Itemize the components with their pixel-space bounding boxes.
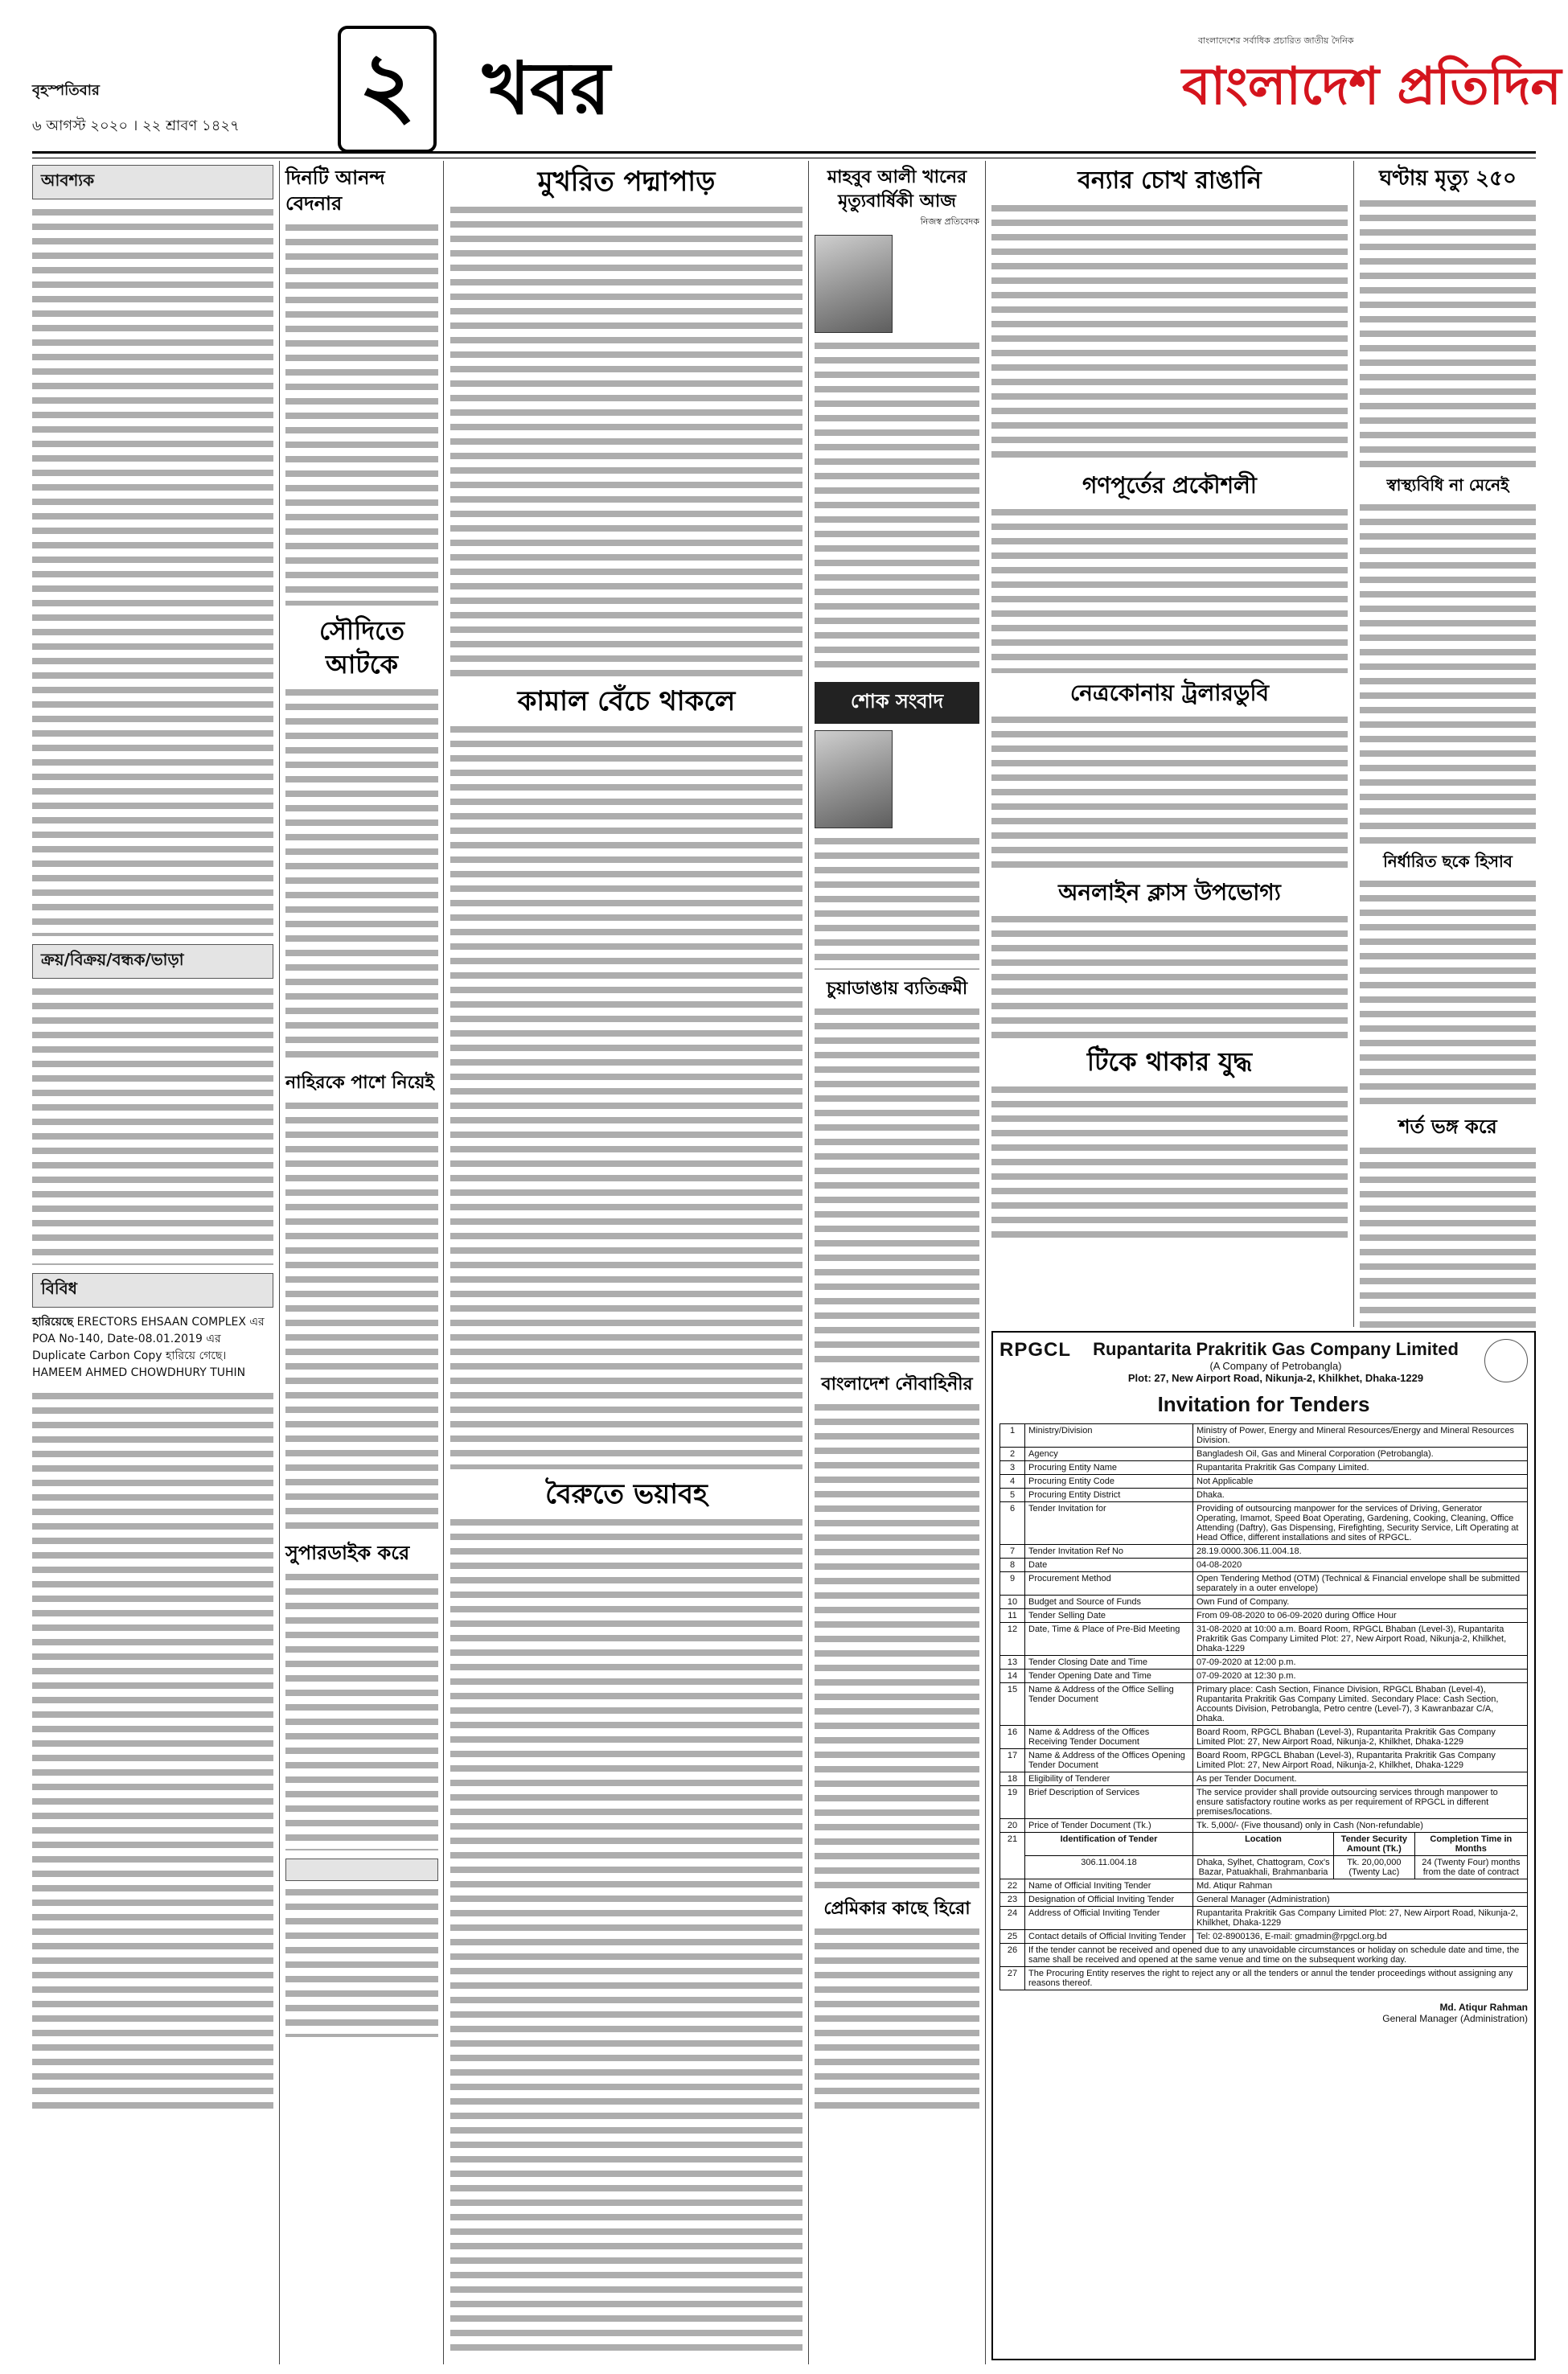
column-3 (450, 165, 802, 2364)
tender-row (1000, 1772, 1528, 1786)
article-noubahini-body (815, 1399, 979, 1890)
article-noubahini-headline: বাংলাদেশ নৌবাহিনীর (821, 1374, 973, 1394)
article-sasthobidhi-body (1360, 499, 1536, 845)
article-nirdharito-headline: নির্ধারিত ছকে হিসাব (1383, 852, 1513, 871)
tender-row (1000, 1545, 1528, 1559)
article-bonna-body (991, 200, 1348, 466)
article-chuadanga-body (815, 1004, 979, 1366)
tender-row-label: Designation of Official Inviting Tender (1025, 1893, 1193, 1907)
tender-row-label: Date (1025, 1559, 1193, 1572)
tender-row (1000, 1502, 1528, 1545)
article-netrokona-body (991, 712, 1348, 873)
tender-signer-title: General Manager (Administration) (1382, 2013, 1528, 2024)
tender-col-security: Tender Security Amount (Tk.) (1333, 1833, 1414, 1856)
tender-row-label: Name & Address of the Offices Opening Tender Document (1025, 1749, 1193, 1772)
article-saudia-body (285, 684, 438, 1062)
header-rule (32, 151, 1536, 154)
tender-row-number: 1 (1000, 1424, 1025, 1448)
tender-row-label: Procurement Method (1025, 1572, 1193, 1596)
tender-row-number: 18 (1000, 1772, 1025, 1786)
emblem-icon (1484, 1339, 1528, 1382)
tender-row-value: Board Room, RPGCL Bhaban (Level-3), Rupantarita Prakritik Gas Company Limited Plot: 27, New Airport Road, Nikunja-2, Khilkhet, Dhaka-1229 (1193, 1749, 1528, 1772)
classified-listings-sale (32, 984, 273, 1265)
tender-row (1000, 1893, 1528, 1907)
article-boirute-body (450, 1514, 802, 2351)
tender-row-number: 16 (1000, 1726, 1025, 1749)
tender-row (1000, 1623, 1528, 1656)
article-shok-headline: শোক সংবাদ (850, 689, 944, 713)
tender-row-label: Procuring Entity Code (1025, 1475, 1193, 1489)
article-ghontay-headline: ঘণ্টায় মৃত্যু ২৫০ (1379, 166, 1517, 191)
tender-row-label: Tender Opening Date and Time (1025, 1670, 1193, 1683)
classified-header-sale: ক্রয়/বিক্রয়/বন্ধক/ভাড়া (32, 944, 273, 979)
article-ghontay-body (1360, 195, 1536, 469)
tender-row-number: 21 (1000, 1833, 1025, 1879)
tender-row (1000, 1572, 1528, 1596)
tender-row-label: Eligibility of Tenderer (1025, 1772, 1193, 1786)
article-shok-body (815, 833, 979, 970)
article-bonna-headline: বন্যার চোখ রাঙানি (1077, 166, 1262, 195)
tender-row (1000, 1907, 1528, 1930)
tender-row (1000, 1596, 1528, 1609)
classified-listings-misc (32, 1388, 273, 2112)
tender-row (1000, 1609, 1528, 1623)
tender-row-value: 28.19.0000.306.11.004.18. (1193, 1545, 1528, 1559)
tender-security-value: Tk. 20,00,000 (Twenty Lac) (1333, 1856, 1414, 1879)
tender-row-number: 3 (1000, 1461, 1025, 1475)
masthead-date: ৬ আগস্ট ২০২০ । ২২ শ্রাবণ ১৪২৭ (32, 117, 240, 134)
tender-row-value: 04-08-2020 (1193, 1559, 1528, 1572)
tender-row-value: Bangladesh Oil, Gas and Mineral Corporation (Petrobangla). (1193, 1448, 1528, 1461)
misc-box-body (285, 1884, 438, 2037)
article-gonopurte-headline: গণপূর্তের প্রকৌশলী (1082, 472, 1257, 499)
article-netrokona-headline: নেত্রকোনায় ট্রলারডুবি (1069, 680, 1270, 706)
portrait-photo-obituary (815, 730, 893, 828)
tender-row-value: Tk. 5,000/- (Five thousand) only in Cash (Non-refundable) (1193, 1819, 1528, 1833)
tender-row-number: 19 (1000, 1786, 1025, 1819)
tender-row-number: 9 (1000, 1572, 1025, 1596)
tender-row-number: 24 (1000, 1907, 1025, 1930)
masthead-day: বৃহস্পতিবার (32, 82, 100, 99)
tender-row-number: 15 (1000, 1683, 1025, 1726)
article-nahirke-headline: নাহিরকে পাশে নিয়েই (285, 1072, 434, 1093)
article-mukhorito-body (450, 202, 802, 676)
article-premika-body (815, 1924, 979, 2117)
tender-row (1000, 1475, 1528, 1489)
article-shorto-headline: শর্ত ভঙ্গ করে (1398, 1115, 1497, 1138)
article-super-headline: সুপারডাইক করে (285, 1541, 410, 1564)
tender-row-label: Brief Description of Services (1025, 1786, 1193, 1819)
article-mahbub-body (815, 338, 979, 676)
article-mahbub-byline: নিজস্ব প্রতিবেদক (920, 216, 979, 227)
tender-row-number: 20 (1000, 1819, 1025, 1833)
tender-row-label: Tender Invitation for (1025, 1502, 1193, 1545)
tender-row-value: From 09-08-2020 to 06-09-2020 during Office Hour (1193, 1609, 1528, 1623)
tender-row-label: Tender Selling Date (1025, 1609, 1193, 1623)
tender-row-number: 13 (1000, 1656, 1025, 1670)
tender-row (1000, 1424, 1528, 1448)
article-shorto-body (1360, 1143, 1536, 1336)
tender-row-value: Rupantarita Prakritik Gas Company Limited. (1193, 1461, 1528, 1475)
tender-row-number: 17 (1000, 1749, 1025, 1772)
article-dinti-body (285, 220, 438, 606)
tender-row-label: Price of Tender Document (Tk.) (1025, 1819, 1193, 1833)
article-online-headline: অনলাইন ক্লাস উপভোগ্য (1058, 879, 1281, 906)
rpgcl-logo: RPGCL (999, 1339, 1071, 1361)
tender-row-value: Rupantarita Prakritik Gas Company Limited Plot: 27, New Airport Road, Nikunja-2, Khilkhet, Dhaka-1229 (1193, 1907, 1528, 1930)
tender-row-value: 07-09-2020 at 12:30 p.m. (1193, 1670, 1528, 1683)
tender-table (999, 1423, 1528, 1990)
tender-row (1000, 1879, 1528, 1893)
tender-row-label: Ministry/Division (1025, 1424, 1193, 1448)
tender-row-number: 25 (1000, 1930, 1025, 1944)
tender-row-number: 8 (1000, 1559, 1025, 1572)
tender-row-value: Ministry of Power, Energy and Mineral Resources/Energy and Mineral Resources Division. (1193, 1424, 1528, 1448)
tender-row-number: 11 (1000, 1609, 1025, 1623)
article-dinti-headline: দিনটি আনন্দ বেদনার (285, 166, 385, 215)
tender-identification-value: 306.11.004.18 (1025, 1856, 1193, 1879)
section-title: খবর (482, 46, 610, 131)
classified-header-misc: বিবিধ (32, 1273, 273, 1308)
tender-row-value: Primary place: Cash Section, Finance Division, RPGCL Bhaban (Level-4), Rupantarita Prakritik Gas Company Limited. Secondary Place: Cash Section, Accounts Division, Petrobangla, Petro centre (Level-7), 3 Kawranbazar C/A, Dhaka. (1193, 1683, 1528, 1726)
tender-row-label: Agency (1025, 1448, 1193, 1461)
tender-row (1000, 1786, 1528, 1819)
tender-row-number: 7 (1000, 1545, 1025, 1559)
tender-row-value: Board Room, RPGCL Bhaban (Level-3), Rupantarita Prakritik Gas Company Limited Plot: 27, New Airport Road, Nikunja-2, Khilkhet, Dhaka-1229 (1193, 1726, 1528, 1749)
tender-row-number: 12 (1000, 1623, 1025, 1656)
tender-row-number: 14 (1000, 1670, 1025, 1683)
tender-row-label: Tender Closing Date and Time (1025, 1656, 1193, 1670)
tender-company-subtitle: (A Company of Petrobangla) (1209, 1360, 1342, 1372)
article-mukhorito-headline: মুখরিত পদ্মাপাড় (537, 166, 716, 198)
tender-row (1000, 1559, 1528, 1572)
tender-row-label: Name & Address of the Offices Receiving Tender Document (1025, 1726, 1193, 1749)
tender-row (1000, 1448, 1528, 1461)
tender-company-name: Rupantarita Prakritik Gas Company Limited (1093, 1339, 1459, 1359)
tender-row-label: Name & Address of the Office Selling Tender Document (1025, 1683, 1193, 1726)
tender-row (1000, 1726, 1528, 1749)
tender-row (1000, 1656, 1528, 1670)
column-6 (991, 165, 1348, 1323)
tender-row-label: Contact details of Official Inviting Tender (1025, 1930, 1193, 1944)
article-mahbub-headline: মাহবুব আলী খানের মৃত্যুবার্ষিকী আজ (827, 166, 967, 212)
tender-row-label: Procuring Entity Name (1025, 1461, 1193, 1475)
page-number: ২ (358, 32, 417, 136)
lost-text: ERECTORS EHSAAN COMPLEX এর POA No-140, Date-08.01.2019 এর Duplicate Carbon Copy হারিয়ে গেছে। HAMEEM AHMED CHOWDHURY TUHIN (32, 1316, 265, 1379)
tender-row (1000, 1749, 1528, 1772)
tender-row-label: Name of Official Inviting Tender (1025, 1879, 1193, 1893)
tender-location-value: Dhaka, Sylhet, Chattogram, Cox's Bazar, Patuakhali, Brahmanbaria (1193, 1856, 1334, 1879)
column-8 (1360, 165, 1536, 1323)
column-2 (285, 165, 438, 2364)
tender-row-label: Budget and Source of Funds (1025, 1596, 1193, 1609)
tender-row-number: 27 (1000, 1967, 1025, 1990)
tender-row-value: Tel: 02-8900136, E-mail: gmadmin@rpgcl.org.bd (1193, 1930, 1528, 1944)
column-5 (815, 165, 979, 2364)
tender-row (1000, 1819, 1528, 1833)
tender-row-number: 10 (1000, 1596, 1025, 1609)
tender-row (1000, 1683, 1528, 1726)
article-tike-body (991, 1082, 1348, 1242)
tender-row (1000, 1944, 1528, 1967)
tender-row-number: 2 (1000, 1448, 1025, 1461)
paper-tagline: বাংলাদেশের সর্বাধিক প্রচারিত জাতীয় দৈনিক (1198, 35, 1354, 46)
tender-row-label: Procuring Entity District (1025, 1489, 1193, 1502)
tender-row-21-values (1000, 1856, 1528, 1879)
classifieds-column (32, 165, 273, 2364)
portrait-photo-mahbub (815, 235, 893, 333)
tender-title: Invitation for Tenders (1157, 1392, 1370, 1416)
classified-listings-needed (32, 204, 273, 936)
tender-row-number: 4 (1000, 1475, 1025, 1489)
tender-row-number: 23 (1000, 1893, 1025, 1907)
tender-row-value: Dhaka. (1193, 1489, 1528, 1502)
tender-row-value: 31-08-2020 at 10:00 a.m. Board Room, RPGCL Bhaban (Level-3), Rupantarita Prakritik Gas Company Limited Plot: 27, New Airport Road, Nikunja-2, Khilkhet, Dhaka-1229 (1193, 1623, 1528, 1656)
paper-logo: বাংলাদেশ প্রতিদিন (1182, 56, 1562, 117)
tender-row-number: 6 (1000, 1502, 1025, 1545)
tender-col-identification: Identification of Tender (1025, 1833, 1193, 1856)
tender-row-21-header (1000, 1833, 1528, 1856)
lost-label: হারিয়েছে (32, 1316, 74, 1329)
tender-row (1000, 1461, 1528, 1475)
tender-row-value: 07-09-2020 at 12:00 p.m. (1193, 1656, 1528, 1670)
tender-row-label: Date, Time & Place of Pre-Bid Meeting (1025, 1623, 1193, 1656)
tender-completion-value: 24 (Twenty Four) months from the date of contract (1414, 1856, 1527, 1879)
article-kamal-body (450, 721, 802, 1469)
article-premika-headline: প্রেমিকার কাছে হিরো (823, 1898, 971, 1919)
article-shok-headline-box (815, 682, 979, 724)
article-sasthobidhi-headline: স্বাস্থ্যবিধি না মেনেই (1386, 475, 1509, 495)
tender-row-value: Not Applicable (1193, 1475, 1528, 1489)
article-gonopurte-body (991, 504, 1348, 673)
tender-signer-name: Md. Atiqur Rahman (1439, 2002, 1528, 2013)
tender-row-value: Providing of outsourcing manpower for the services of Driving, Generator Operating, Imamot, Speed Boat Operating, Gardening, Cooking, Cleaning, Office Attending (Daftry), Gas Dispensing, Firefighting, Security Service, Lift Operating at Head Office, different installations and sites of RPGCL. (1193, 1502, 1528, 1545)
article-nirdharito-body (1360, 876, 1536, 1109)
tender-row (1000, 1967, 1528, 1990)
tender-row-number: 26 (1000, 1944, 1025, 1967)
article-saudia-headline: সৌদিতে আটকে (318, 615, 405, 680)
tender-row-label: Address of Official Inviting Tender (1025, 1907, 1193, 1930)
article-chuadanga-headline: চুয়াডাঙায় ব্যতিক্রমী (826, 978, 968, 999)
tender-row (1000, 1670, 1528, 1683)
tender-notice (991, 1331, 1536, 2360)
tender-company-address: Plot: 27, New Airport Road, Nikunja-2, Khilkhet, Dhaka-1229 (1127, 1372, 1424, 1384)
tender-col-completion: Completion Time in Months (1414, 1833, 1527, 1856)
tender-row-value: As per Tender Document. (1193, 1772, 1528, 1786)
tender-row-value: The service provider shall provide outsourcing services through manpower to ensure satisfactory routine works as per requirement of RPGCL in different premises/locations. (1193, 1786, 1528, 1819)
tender-row-number: 22 (1000, 1879, 1025, 1893)
tender-row-note: The Procuring Entity reserves the right to reject any or all the tenders or annul the tender proceedings without assigning any reasons thereof. (1025, 1967, 1528, 1990)
article-nahirke-body (285, 1098, 438, 1532)
tender-col-location: Location (1193, 1833, 1334, 1856)
article-boirute-headline: বৈরুতে ভয়াবহ (545, 1478, 708, 1510)
tender-row-number: 5 (1000, 1489, 1025, 1502)
article-super-body (285, 1569, 438, 1850)
classified-header-needed: আবশ্যক (32, 165, 273, 199)
misc-box-header (285, 1859, 438, 1881)
tender-row-label: Tender Invitation Ref No (1025, 1545, 1193, 1559)
tender-row-value: General Manager (Administration) (1193, 1893, 1528, 1907)
tender-row (1000, 1489, 1528, 1502)
tender-row (1000, 1930, 1528, 1944)
tender-row-value: Own Fund of Company. (1193, 1596, 1528, 1609)
tender-row-value: Md. Atiqur Rahman (1193, 1879, 1528, 1893)
tender-row-note: If the tender cannot be received and opened due to any unavoidable circumstances or holiday on schedule date and time, the same shall be received and opened at the same venue and time on the subsequent working day. (1025, 1944, 1528, 1967)
lost-notice (32, 1314, 273, 1382)
article-online-body (991, 911, 1348, 1040)
article-tike-headline: টিকে থাকার যুদ্ধ (1086, 1046, 1253, 1077)
article-kamal-headline: কামাল বেঁচে থাকলে (517, 685, 736, 717)
tender-row-value: Open Tendering Method (OTM) (Technical & Financial envelope shall be submitted separately in a outer envelope) (1193, 1572, 1528, 1596)
